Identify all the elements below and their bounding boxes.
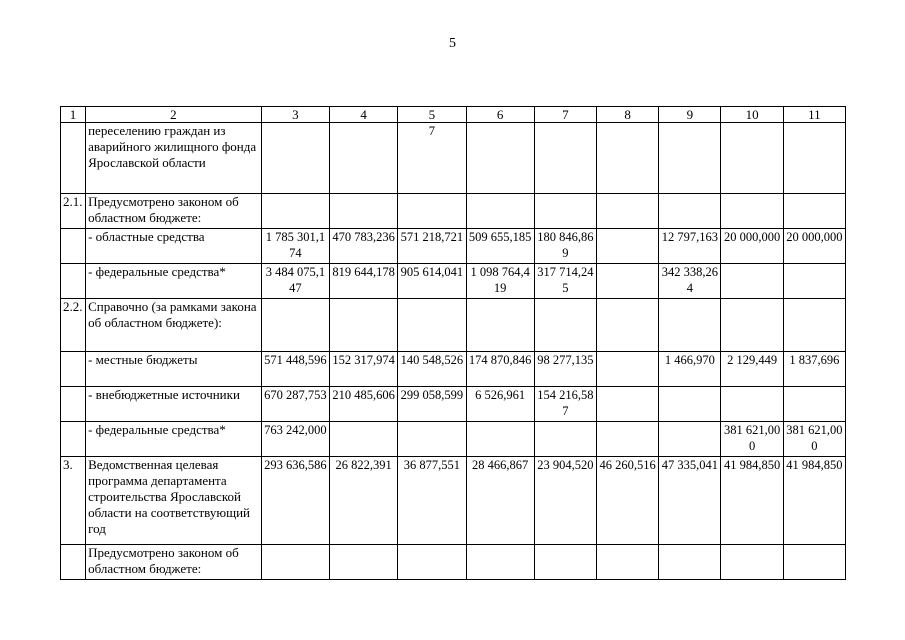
header-cell: 5 — [398, 107, 466, 123]
row-label-cell: - местные бюджеты — [86, 352, 262, 387]
row-number-cell — [61, 545, 86, 580]
value-cell: 20 000,000 — [721, 229, 783, 264]
value-cell: 152 317,974 — [330, 352, 398, 387]
value-cell — [330, 299, 398, 352]
table-row — [61, 264, 846, 299]
value-cell: 342 338,264 — [659, 264, 721, 299]
row-label-cell: Справочно (за рамками закона об областном бюджете): — [86, 299, 262, 352]
value-cell — [534, 194, 596, 229]
value-cell — [783, 123, 845, 194]
table-row — [61, 387, 846, 422]
header-cell: 10 — [721, 107, 783, 123]
header-cell: 7 — [534, 107, 596, 123]
value-cell: 140 548,526 — [398, 352, 466, 387]
header-cell: 11 — [783, 107, 845, 123]
value-cell: 670 287,753 — [261, 387, 329, 422]
table-row — [61, 123, 846, 194]
value-cell — [596, 194, 658, 229]
value-cell: 2 129,449 — [721, 352, 783, 387]
value-cell — [783, 194, 845, 229]
value-cell: 26 822,391 — [330, 457, 398, 545]
value-cell: 7 — [398, 123, 466, 194]
page-number: 5 — [449, 36, 456, 51]
value-cell — [783, 299, 845, 352]
value-cell — [534, 545, 596, 580]
value-cell — [721, 264, 783, 299]
value-cell — [721, 545, 783, 580]
row-label-cell: Ведомственная целевая программа департамента строительства Ярославской области на соответствующий год — [86, 457, 262, 545]
value-cell — [596, 352, 658, 387]
value-cell: 299 058,599 — [398, 387, 466, 422]
value-cell: 180 846,869 — [534, 229, 596, 264]
value-cell: 571 218,721 — [398, 229, 466, 264]
row-number-cell — [61, 352, 86, 387]
value-cell — [330, 422, 398, 457]
value-cell — [466, 194, 534, 229]
header-cell: 3 — [261, 107, 329, 123]
value-cell — [596, 299, 658, 352]
value-cell — [466, 422, 534, 457]
header-cell: 8 — [596, 107, 658, 123]
value-cell: 1 837,696 — [783, 352, 845, 387]
value-cell — [783, 387, 845, 422]
value-cell: 293 636,586 — [261, 457, 329, 545]
value-cell — [330, 545, 398, 580]
table-row — [61, 545, 846, 580]
value-cell — [261, 299, 329, 352]
value-cell: 763 242,000 — [261, 422, 329, 457]
value-cell — [659, 387, 721, 422]
table-row — [61, 229, 846, 264]
value-cell — [330, 123, 398, 194]
value-cell: 210 485,606 — [330, 387, 398, 422]
header-cell: 9 — [659, 107, 721, 123]
value-cell — [466, 545, 534, 580]
table-body — [61, 107, 846, 580]
value-cell — [466, 123, 534, 194]
value-cell: 905 614,041 — [398, 264, 466, 299]
table-row — [61, 194, 846, 229]
value-cell — [261, 545, 329, 580]
value-cell: 41 984,850 — [721, 457, 783, 545]
value-cell — [659, 545, 721, 580]
value-cell: 571 448,596 — [261, 352, 329, 387]
header-cell: 2 — [86, 107, 262, 123]
value-cell: 317 714,245 — [534, 264, 596, 299]
value-cell — [659, 123, 721, 194]
value-cell — [596, 422, 658, 457]
value-cell — [659, 194, 721, 229]
row-number-cell — [61, 387, 86, 422]
table-row — [61, 422, 846, 457]
value-cell: 381 621,000 — [721, 422, 783, 457]
value-cell — [534, 299, 596, 352]
value-cell: 47 335,041 — [659, 457, 721, 545]
value-cell — [659, 422, 721, 457]
row-label-cell: Предусмотрено законом об областном бюджете: — [86, 545, 262, 580]
row-number-cell — [61, 264, 86, 299]
value-cell — [398, 194, 466, 229]
row-number-cell: 3. — [61, 457, 86, 545]
value-cell — [721, 387, 783, 422]
value-cell — [330, 194, 398, 229]
row-number-cell: 2.1. — [61, 194, 86, 229]
value-cell: 154 216,587 — [534, 387, 596, 422]
header-cell: 6 — [466, 107, 534, 123]
value-cell — [596, 229, 658, 264]
value-cell — [783, 545, 845, 580]
value-cell — [659, 299, 721, 352]
table-row — [61, 352, 846, 387]
value-cell — [398, 299, 466, 352]
value-cell — [261, 194, 329, 229]
value-cell: 3 484 075,147 — [261, 264, 329, 299]
value-cell — [721, 123, 783, 194]
budget-table — [60, 106, 846, 580]
row-label-cell: - внебюджетные источники — [86, 387, 262, 422]
row-label-cell: - федеральные средства* — [86, 422, 262, 457]
value-cell — [398, 422, 466, 457]
row-label-cell: переселению граждан из аварийного жилищного фонда Ярославской области — [86, 123, 262, 194]
value-cell — [261, 123, 329, 194]
row-number-cell — [61, 123, 86, 194]
value-cell — [534, 422, 596, 457]
value-cell — [596, 264, 658, 299]
value-cell: 20 000,000 — [783, 229, 845, 264]
table-row — [61, 299, 846, 352]
value-cell: 1 098 764,419 — [466, 264, 534, 299]
value-cell: 1 785 301,174 — [261, 229, 329, 264]
header-cell: 1 — [61, 107, 86, 123]
header-row — [61, 107, 846, 123]
row-label-cell: - федеральные средства* — [86, 264, 262, 299]
value-cell — [721, 194, 783, 229]
value-cell: 12 797,163 — [659, 229, 721, 264]
value-cell: 819 644,178 — [330, 264, 398, 299]
row-number-cell — [61, 422, 86, 457]
header-cell: 4 — [330, 107, 398, 123]
value-cell: 470 783,236 — [330, 229, 398, 264]
row-label-cell: - областные средства — [86, 229, 262, 264]
row-number-cell: 2.2. — [61, 299, 86, 352]
value-cell — [466, 299, 534, 352]
value-cell: 23 904,520 — [534, 457, 596, 545]
value-cell: 36 877,551 — [398, 457, 466, 545]
table-row — [61, 457, 846, 545]
value-cell — [596, 123, 658, 194]
value-cell: 6 526,961 — [466, 387, 534, 422]
value-cell: 46 260,516 — [596, 457, 658, 545]
value-cell — [783, 264, 845, 299]
value-cell: 98 277,135 — [534, 352, 596, 387]
row-number-cell — [61, 229, 86, 264]
value-cell — [596, 545, 658, 580]
value-cell: 28 466,867 — [466, 457, 534, 545]
value-cell: 381 621,000 — [783, 422, 845, 457]
value-cell — [534, 123, 596, 194]
value-cell: 41 984,850 — [783, 457, 845, 545]
value-cell: 174 870,846 — [466, 352, 534, 387]
value-cell: 509 655,185 — [466, 229, 534, 264]
row-label-cell: Предусмотрено законом об областном бюджете: — [86, 194, 262, 229]
value-cell — [721, 299, 783, 352]
value-cell — [398, 545, 466, 580]
value-cell: 1 466,970 — [659, 352, 721, 387]
value-cell — [596, 387, 658, 422]
